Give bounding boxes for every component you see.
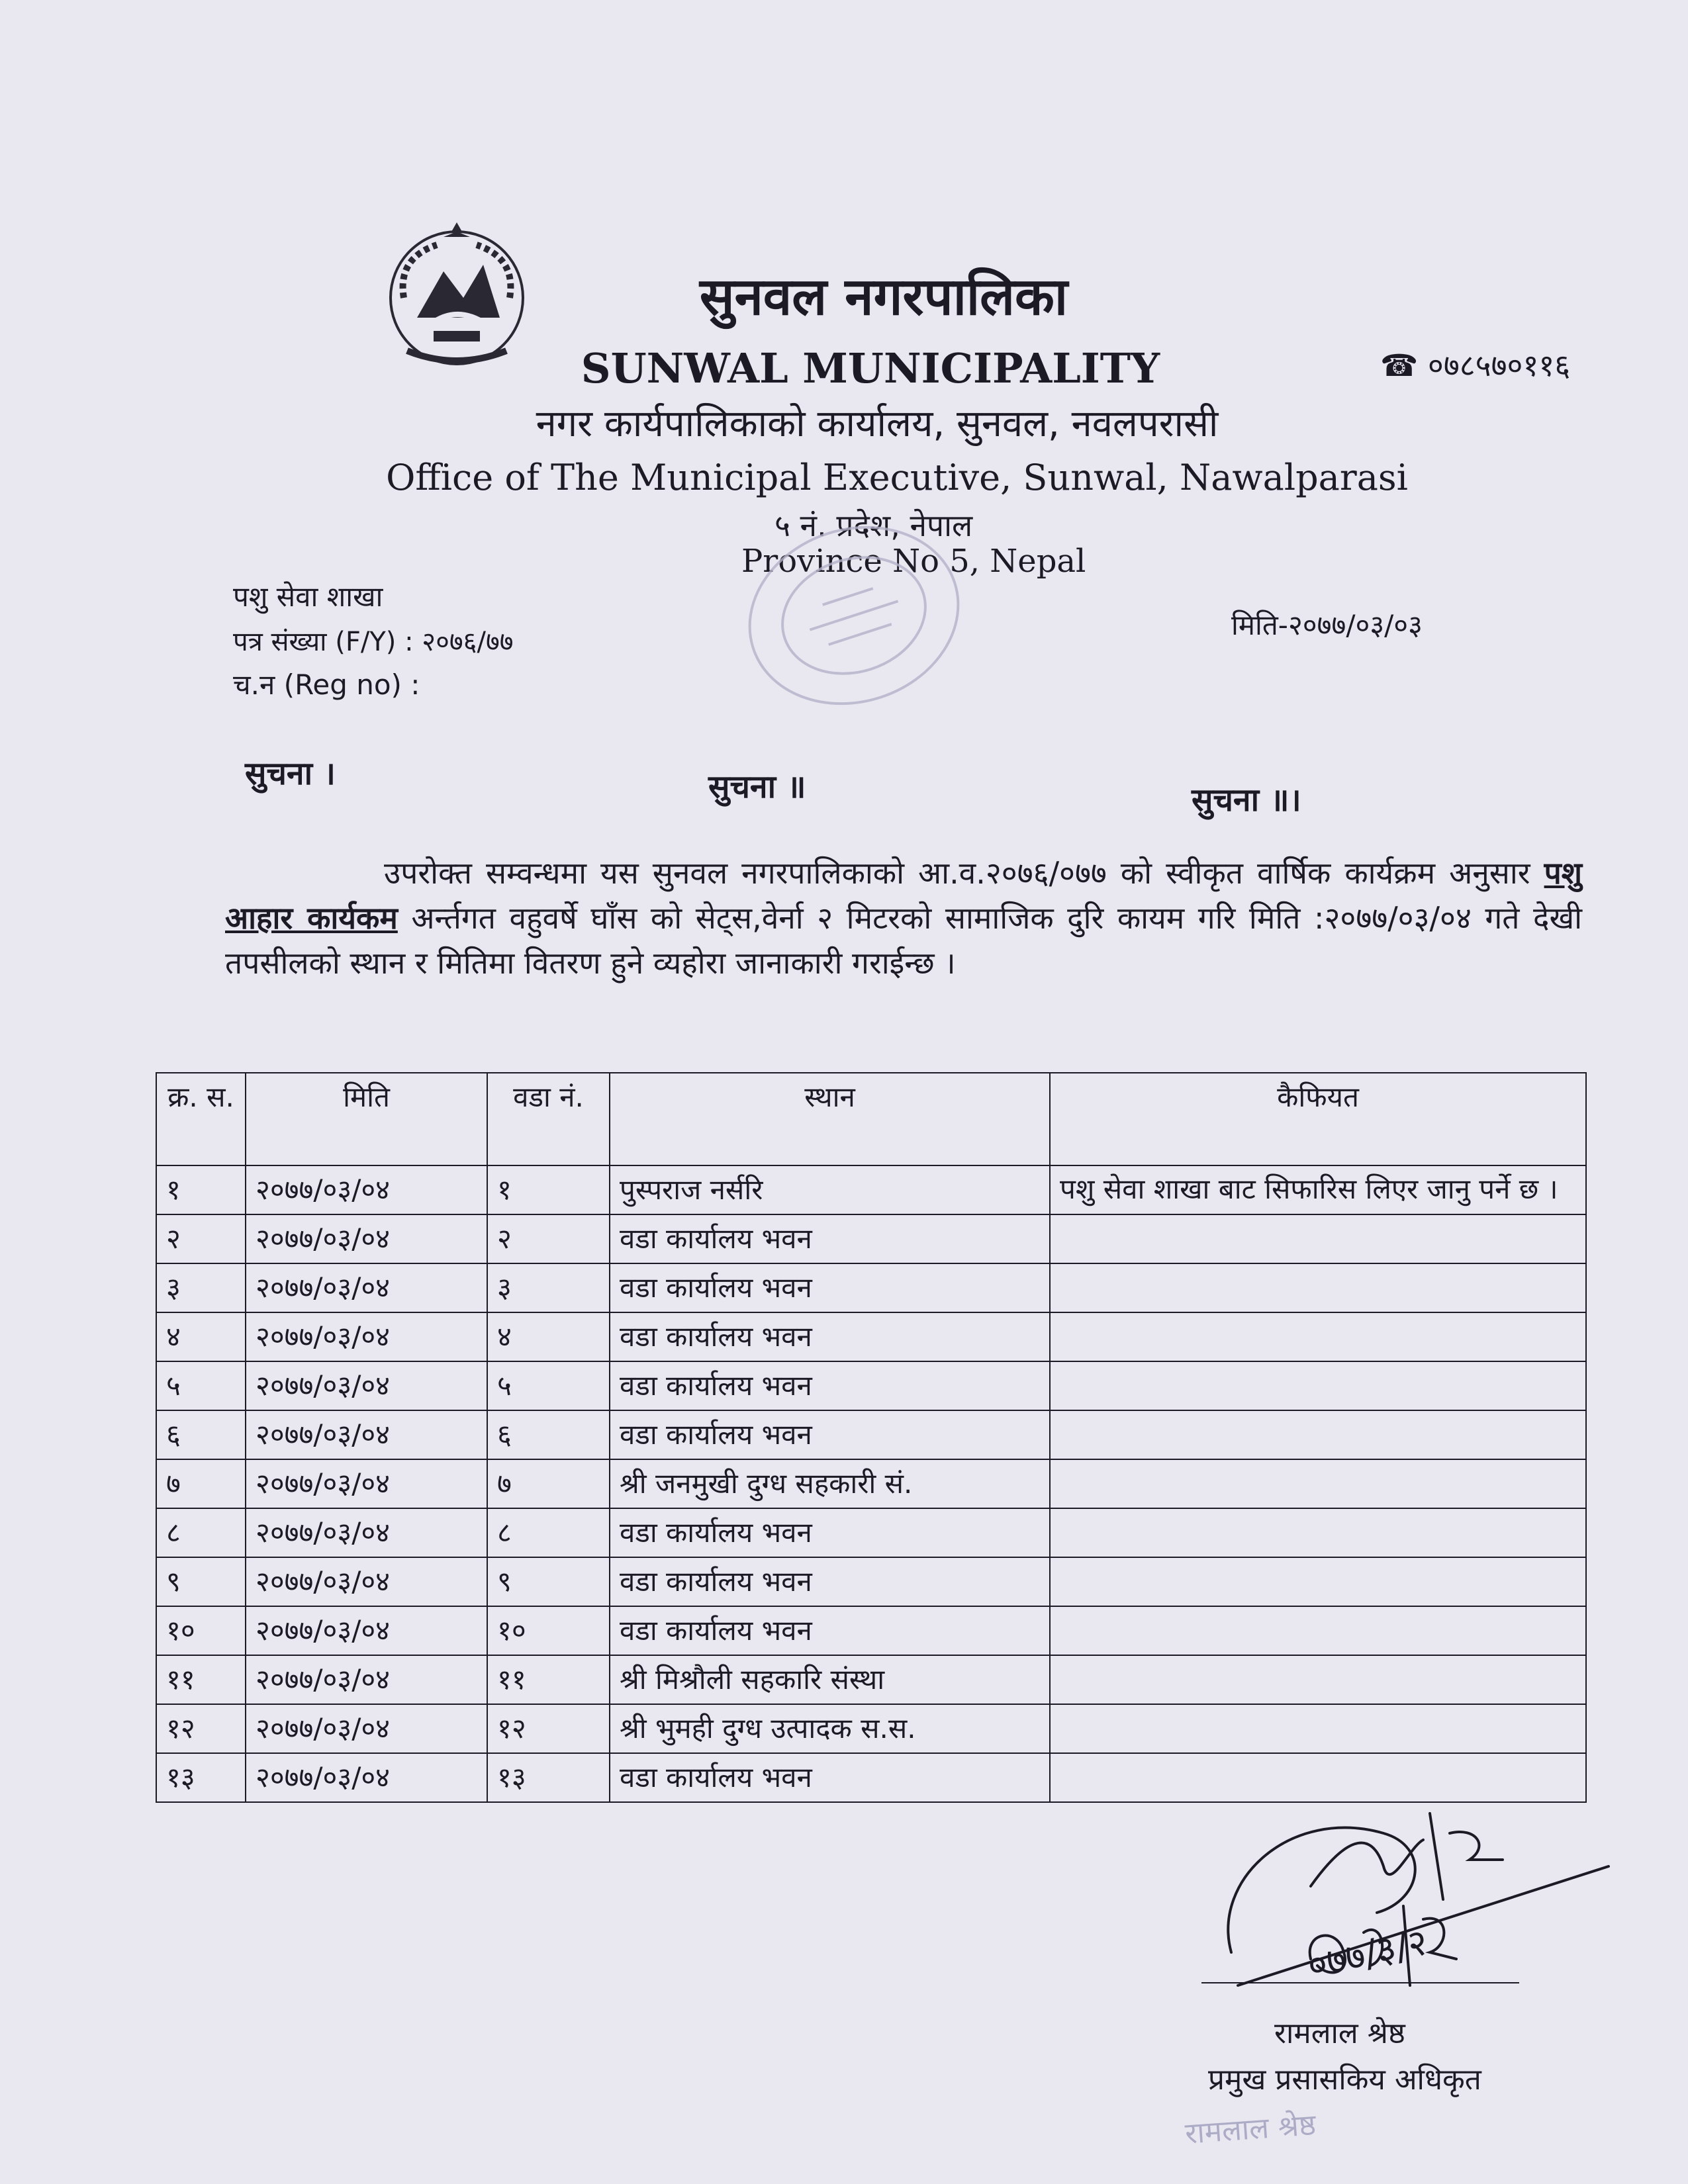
table-row [156, 1459, 1586, 1508]
notice-heading-3: सुचना ॥। [1192, 782, 1301, 819]
row-serial: ११ [156, 1655, 246, 1704]
row-ward: ९ [487, 1557, 610, 1606]
row-remarks [1050, 1214, 1586, 1263]
row-ward: ११ [487, 1655, 610, 1704]
row-date: २०७७/०३/०४ [246, 1312, 487, 1361]
table-row [156, 1214, 1586, 1263]
row-place: पुस्पराज नर्सरि [610, 1165, 1050, 1214]
column-header-place: स्थान [610, 1073, 1050, 1165]
table-header-row [156, 1073, 1586, 1165]
row-ward: ४ [487, 1312, 610, 1361]
program-name: पशु आहार कार्यकम [225, 855, 1582, 936]
municipality-name-nepali: सुनवल नगरपालिका [699, 267, 1068, 327]
row-remarks [1050, 1508, 1586, 1557]
row-ward: ३ [487, 1263, 610, 1312]
municipality-name-english: SUNWAL MUNICIPALITY [581, 344, 1160, 392]
row-date: २०७७/०३/०४ [246, 1655, 487, 1704]
row-date: २०७७/०३/०४ [246, 1606, 487, 1655]
row-date: २०७७/०३/०४ [246, 1508, 487, 1557]
row-ward: ७ [487, 1459, 610, 1508]
notice-body [225, 850, 1582, 985]
row-ward: १ [487, 1165, 610, 1214]
column-header-remarks: कैफियत [1050, 1073, 1586, 1165]
row-date: २०७७/०३/०४ [246, 1704, 487, 1753]
row-date: २०७७/०३/०४ [246, 1459, 487, 1508]
row-serial: १२ [156, 1704, 246, 1753]
row-place: श्री भुमही दुग्ध उत्पादक स.स. [610, 1704, 1050, 1753]
row-serial: ४ [156, 1312, 246, 1361]
registration-number: च.न (Reg no) : [233, 668, 420, 701]
signatory-title: प्रमुख प्रसासकिय अधिकृत [1208, 2063, 1481, 2097]
row-remarks: पशु सेवा शाखा बाट सिफारिस लिएर जानु पर्ने छ । [1050, 1165, 1586, 1214]
row-serial: ८ [156, 1508, 246, 1557]
table-row [156, 1557, 1586, 1606]
row-ward: १२ [487, 1704, 610, 1753]
row-place: वडा कार्यालय भवन [610, 1410, 1050, 1459]
letter-number: पत्र संख्या (F/Y) : २०७६/७७ [233, 627, 514, 657]
row-place: वडा कार्यालय भवन [610, 1557, 1050, 1606]
row-date: २०७७/०३/०४ [246, 1214, 487, 1263]
row-ward: १० [487, 1606, 610, 1655]
row-serial: ९ [156, 1557, 246, 1606]
row-place: वडा कार्यालय भवन [610, 1312, 1050, 1361]
office-name-english: Office of The Municipal Executive, Sunwal, Nawalparasi [386, 457, 1408, 498]
row-place: वडा कार्यालय भवन [610, 1606, 1050, 1655]
row-place: श्री जनमुखी दुग्ध सहकारी सं. [610, 1459, 1050, 1508]
row-ward: ५ [487, 1361, 610, 1410]
table-row [156, 1312, 1586, 1361]
table-row [156, 1361, 1586, 1410]
row-remarks [1050, 1312, 1586, 1361]
table-row [156, 1508, 1586, 1557]
province-nepali: ५ नं. प्रदेश, नेपाल [774, 508, 973, 543]
row-remarks [1050, 1557, 1586, 1606]
row-place: श्री मिश्रौली सहकारि संस्था [610, 1655, 1050, 1704]
row-place: वडा कार्यालय भवन [610, 1263, 1050, 1312]
table-row [156, 1165, 1586, 1214]
row-serial: ३ [156, 1263, 246, 1312]
table-row [156, 1606, 1586, 1655]
row-date: २०७७/०३/०४ [246, 1410, 487, 1459]
row-ward: २ [487, 1214, 610, 1263]
row-serial: २ [156, 1214, 246, 1263]
row-place: वडा कार्यालय भवन [610, 1508, 1050, 1557]
table-row [156, 1263, 1586, 1312]
office-stamp [728, 503, 980, 728]
row-serial: ५ [156, 1361, 246, 1410]
branch-name: पशु सेवा शाखा [233, 580, 383, 613]
signatory-name: रामलाल श्रेष्ठ [1274, 2017, 1405, 2050]
notice-heading-2: सुचना ॥ [708, 768, 806, 805]
document-date: मिति-२०७७/०३/०३ [1231, 609, 1423, 641]
row-serial: ७ [156, 1459, 246, 1508]
row-place: वडा कार्यालय भवन [610, 1361, 1050, 1410]
phone-number: ☎ ०७८५७०११६ [1380, 347, 1571, 383]
row-remarks [1050, 1704, 1586, 1753]
signature-date-scrawl: ०७७/३/२ [1303, 1920, 1432, 1988]
row-ward: १३ [487, 1753, 610, 1802]
column-header-date: मिति [246, 1073, 487, 1165]
row-date: २०७७/०३/०४ [246, 1263, 487, 1312]
office-name-nepali: नगर कार्यपालिकाको कार्यालय, सुनवल, नवलपरासी [536, 402, 1219, 445]
table-row [156, 1704, 1586, 1753]
row-remarks [1050, 1606, 1586, 1655]
row-remarks [1050, 1263, 1586, 1312]
signature [1211, 1787, 1622, 2005]
row-place: वडा कार्यालय भवन [610, 1753, 1050, 1802]
row-date: २०७७/०३/०४ [246, 1557, 487, 1606]
province-english: Province No 5, Nepal [741, 543, 1086, 580]
column-header-ward: वडा नं. [487, 1073, 610, 1165]
row-remarks [1050, 1459, 1586, 1508]
row-serial: १ [156, 1165, 246, 1214]
row-date: २०७७/०३/०४ [246, 1165, 487, 1214]
row-remarks [1050, 1410, 1586, 1459]
row-date: २०७७/०३/०४ [246, 1361, 487, 1410]
row-serial: ६ [156, 1410, 246, 1459]
column-header-serial: क्र. स. [156, 1073, 246, 1165]
notice-body-part1: उपरोक्त सम्वन्धमा यस सुनवल नगरपालिकाको आ.व.२०७६/०७७ को स्वीकृत वार्षिक कार्यक्रम अनुसार [384, 855, 1544, 891]
row-serial: १० [156, 1606, 246, 1655]
row-date: २०७७/०३/०४ [246, 1753, 487, 1802]
row-remarks [1050, 1361, 1586, 1410]
row-place: वडा कार्यालय भवन [610, 1214, 1050, 1263]
notice-body-part2: अर्न्तगत वहुवर्षे घाँस को सेट्स,वेर्ना २ मिटरको सामाजिक दुरि कायम गरि मिति :२०७७/०३/०४ गते देखी तपसीलको स्थान र मितिमा वितरण हुने व्यहोरा जानाकारी गराईन्छ । [225, 900, 1582, 981]
row-serial: १३ [156, 1753, 246, 1802]
row-ward: ६ [487, 1410, 610, 1459]
notice-heading-1: सुचना । [245, 755, 336, 792]
row-ward: ८ [487, 1508, 610, 1557]
signature-line [1201, 1982, 1519, 1983]
table-row [156, 1410, 1586, 1459]
faded-name-stamp: रामलाल श्रेष्ठ [1184, 2108, 1317, 2151]
row-remarks [1050, 1655, 1586, 1704]
table-row [156, 1655, 1586, 1704]
distribution-table [156, 1072, 1585, 1803]
